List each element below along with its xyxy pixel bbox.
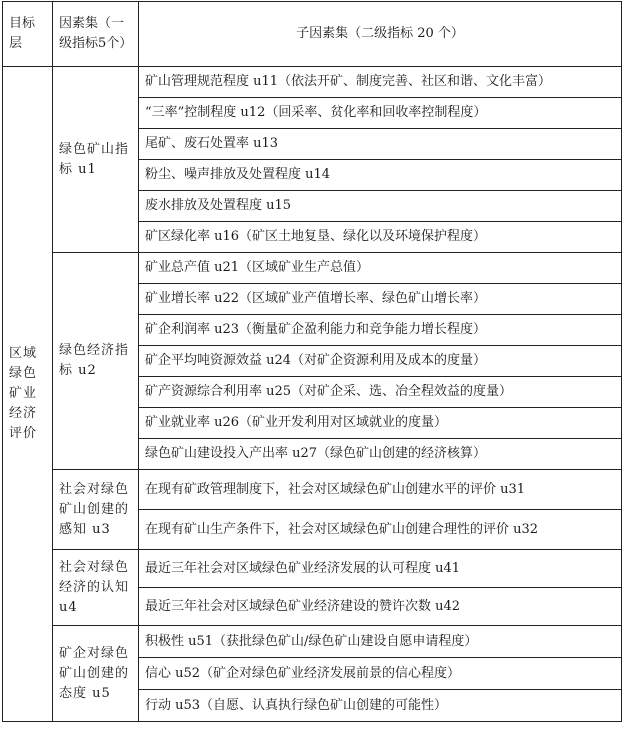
sub-factor-u53: 行动 u53（自愿、认真执行绿色矿山创建的可能性）	[139, 690, 622, 722]
sub-factor-u24: 矿企平均吨资源效益 u24（对矿企资源利用及成本的度量）	[139, 346, 622, 377]
sub-factor-u27: 绿色矿山建设投入产出率 u27（绿色矿山创建的经济核算）	[139, 439, 622, 470]
sub-factor-u12: “三率”控制程度 u12（回采率、贫化率和回收率控制程度）	[139, 98, 622, 129]
sub-factor-u23: 矿企利润率 u23（衡量矿企盈利能力和竞争能力增长程度）	[139, 315, 622, 346]
sub-factor-u16: 矿区绿化率 u16（矿区土地复垦、绿化以及环境保护程度）	[139, 222, 622, 253]
table-row	[3, 253, 622, 284]
table-row	[3, 67, 622, 98]
factor-u3: 社会对绿色矿山创建的感知 u3	[53, 470, 139, 550]
header-target-layer: 目标层	[3, 2, 53, 67]
sub-factor-u32: 在现有矿山生产条件下，社会对区域绿色矿山创建合理性的评价 u32	[139, 510, 622, 550]
sub-factor-u31: 在现有矿政管理制度下，社会对区域绿色矿山创建水平的评价 u31	[139, 470, 622, 510]
sub-factor-u25: 矿产资源综合利用率 u25（对矿企采、选、冶全程效益的度量）	[139, 377, 622, 408]
factor-u2: 绿色经济指标 u2	[53, 253, 139, 470]
header-factor-set: 因素集（一级指标5个）	[53, 2, 139, 67]
sub-factor-u13: 尾矿、废石处置率 u13	[139, 129, 622, 160]
table-row	[3, 470, 622, 510]
header-row	[3, 2, 622, 67]
table-row	[3, 626, 622, 658]
indicator-table	[2, 1, 622, 722]
header-sub-factor-set: 子因素集（二级指标 20 个）	[139, 2, 622, 67]
sub-factor-u14: 粉尘、噪声排放及处置程度 u14	[139, 160, 622, 191]
sub-factor-u22: 矿业增长率 u22（区域矿业产值增长率、绿色矿山增长率）	[139, 284, 622, 315]
factor-u5: 矿企对绿色矿山创建的态度 u5	[53, 626, 139, 722]
sub-factor-u21: 矿业总产值 u21（区域矿业生产总值）	[139, 253, 622, 284]
sub-factor-u52: 信心 u52（矿企对绿色矿业经济发展前景的信心程度）	[139, 658, 622, 690]
sub-factor-u41: 最近三年社会对区域绿色矿业经济发展的认可程度 u41	[139, 550, 622, 588]
factor-u4: 社会对绿色经济的认知 u4	[53, 550, 139, 626]
sub-factor-u42: 最近三年社会对区域绿色矿业经济建设的赞许次数 u42	[139, 588, 622, 626]
sub-factor-u26: 矿业就业率 u26（矿业开发利用对区域就业的度量）	[139, 408, 622, 439]
sub-factor-u15: 废水排放及处置程度 u15	[139, 191, 622, 222]
target-layer-cell: 区域绿色矿业经济评价	[3, 67, 53, 722]
table-row	[3, 550, 622, 588]
sub-factor-u11: 矿山管理规范程度 u11（依法开矿、制度完善、社区和谐、文化丰富）	[139, 67, 622, 98]
factor-u1: 绿色矿山指标 u1	[53, 67, 139, 253]
sub-factor-u51: 积极性 u51（获批绿色矿山/绿色矿山建设自愿申请程度）	[139, 626, 622, 658]
